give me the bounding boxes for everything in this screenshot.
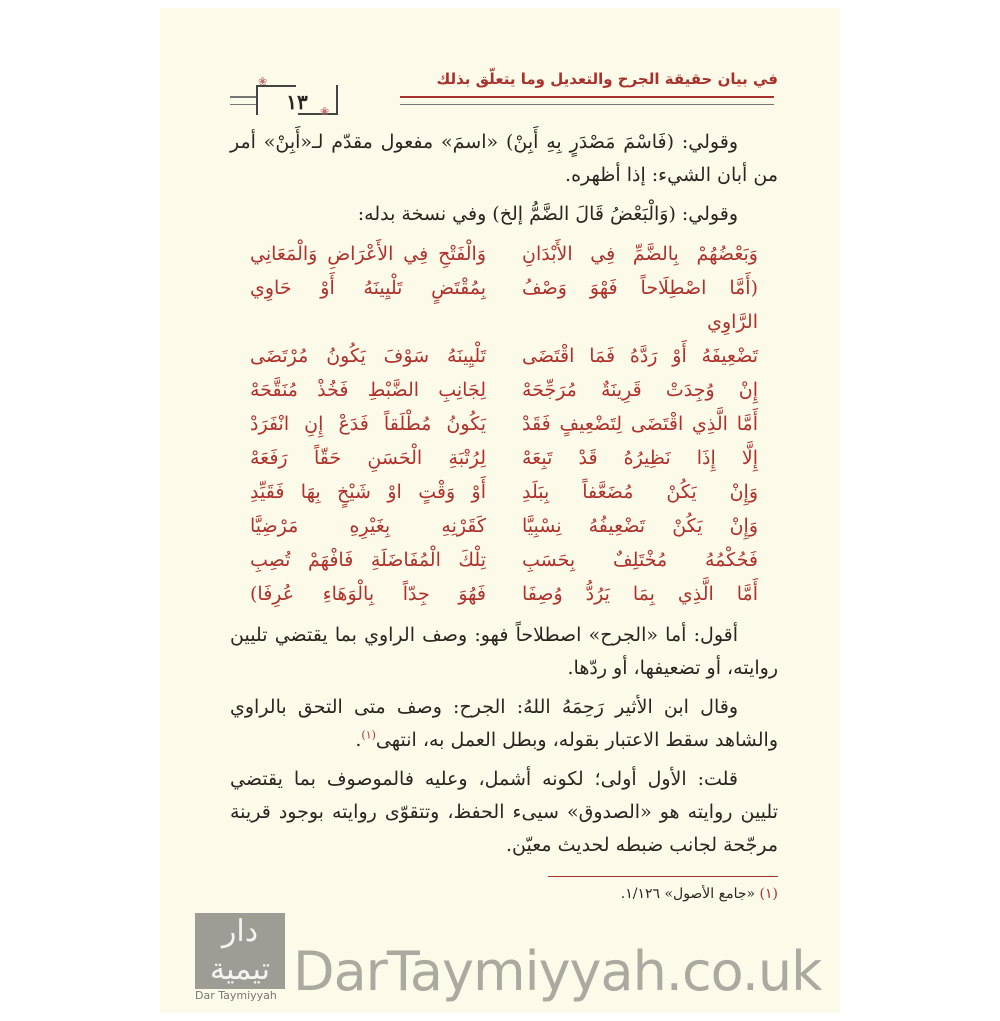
- hemistich-first: إِنْ وُجِدَتْ قَرِينَةٌ مُرَجِّحَهْ: [522, 379, 758, 401]
- footnote-rule: [548, 876, 778, 877]
- verse: [250, 339, 758, 373]
- hemistich-second: لِرُتْبَةِ الْحَسَنِ حَقّاً رَفَعَهْ: [250, 447, 486, 469]
- hemistich-first: وَإِنْ يَكُنْ مُضَعَّفاً بِبَلَدِ: [522, 481, 758, 503]
- logo-block: [195, 913, 285, 1003]
- paragraph: قلت: الأول أولى؛ لكونه أشمل، وعليه فالموصوف بما يقتضي تليين روايته هو «الصدوق» سيىء الحفظ، وتتقوّى روايته بوجود قرينة مرجّحة لجانب ضبطه لحديث معيّن.: [230, 768, 778, 856]
- verse: [250, 407, 758, 441]
- ornament-icon: ❀: [258, 75, 268, 88]
- paragraph-text: وقال ابن الأثير رَحِمَهُ اللهُ: الجرح: وصف متى التحق بالراوي والشاهد سقط الاعتبار بقوله، وبطل العمل به، انتهى: [230, 696, 778, 751]
- hemistich-second: أَوْ وَقْتٍ اوْ شَيْخٍ بِهَا فَقَيِّدِ: [250, 481, 486, 503]
- footnote: [230, 883, 778, 905]
- header-rule-left: [230, 96, 256, 105]
- running-title: في بيان حقيقة الجرح والتعديل وما يتعلّق بذلك: [436, 70, 778, 88]
- paragraph-end: .: [355, 729, 362, 751]
- verse: [250, 509, 758, 543]
- verse: [250, 237, 758, 271]
- ornament-icon: ❀: [320, 105, 330, 118]
- publisher-branding: [195, 913, 822, 1003]
- paragraph: وقولي: (وَالْبَعْضُ قَالَ الضَّمُّ إلخ) وفي نسخة بدله:: [357, 203, 738, 225]
- footnote-ref[interactable]: (١): [361, 728, 376, 742]
- paragraph: [230, 691, 778, 757]
- book-page: [160, 8, 840, 1013]
- hemistich-first: أَمَّا الَّذِي اقْتَضَى لِتَضْعِيفٍ فَقَدْ: [522, 413, 758, 435]
- hemistich-first: وَإِنْ يَكُنْ تَضْعِيفُهُ نِسْبِيَّا: [522, 515, 758, 537]
- hemistich-second: بِمُقْتَضٍ تَلْيِينَهُ أَوْ حَاوِي: [250, 277, 486, 299]
- watermark: DarTaymiyyah.co.uk: [293, 940, 822, 1003]
- hemistich-second: لِجَانِبِ الضَّبْطِ فَخُذْ مُنَقَّحَهْ: [250, 379, 486, 401]
- hemistich-second: فَهُوَ جِدّاً بِالْوَهَاءِ عُرِفَا): [250, 583, 486, 605]
- page-number: ١٣: [256, 85, 338, 115]
- hemistich-first: أَمَّا الَّذِي بِمَا يَرُدُّ وُصِفَا: [522, 583, 758, 605]
- verse: [250, 543, 758, 577]
- hemistich-second: كَقَرْنِهِ بِغَيْرِهِ مَرْضِيَّا: [250, 515, 486, 537]
- verse: [250, 373, 758, 407]
- hemistich-second: وَالْفَتْحِ فِي الأَعْرَاضِ وَالْمَعَانِي: [250, 243, 486, 265]
- verse: [250, 577, 758, 611]
- hemistich-first: إِلَّا إِذَا نَظِيرُهُ قَدْ تَبِعَهْ: [522, 447, 758, 469]
- hemistich-second: تِلْكَ الْمُفَاضَلَةِ فَافْهَمْ تُصِبِ: [250, 549, 486, 571]
- hemistich-second: يَكُونُ مُطْلَقاً فَدَعْ إِنِ انْفَرَدْ: [250, 413, 486, 435]
- hemistich-second: تَلْيِينَهُ سَوْفَ يَكُونُ مُرْتَضَى: [250, 345, 486, 367]
- hemistich-first: تَضْعِيفَهُ أَوْ رَدَّهُ فَمَا اقْتَضَى: [522, 345, 758, 367]
- verse: [250, 271, 758, 339]
- logo-caption: Dar Taymiyyah: [195, 989, 277, 1002]
- header-rule: [400, 96, 774, 105]
- hemistich-first: (أَمَّا اصْطِلَاحاً فَهْوَ وَصْفُ الرَّاوِي: [522, 277, 758, 333]
- verse: [250, 441, 758, 475]
- paragraph: وقولي: (فَاسْمَ مَصْدَرٍ بِهِ أَبِنْ) «اسمَ» مفعول مقدّم لـ«أَبِنْ» أمر من أبان الشيء: إذا أظهره.: [230, 131, 778, 186]
- poem: [250, 237, 758, 611]
- hemistich-first: فَحُكْمُهُ مُخْتَلِفٌ بِحَسَبِ: [522, 549, 758, 571]
- verse: [250, 475, 758, 509]
- footnote-text: «جامع الأصول» ١/١٢٦.: [620, 886, 756, 902]
- footnote-number: (١): [759, 886, 778, 902]
- publisher-logo: دار تيمية: [195, 913, 285, 989]
- hemistich-first: وَبَعْضُهُمْ بِالضَّمِّ فِي الأَبْدَانِ: [522, 243, 758, 265]
- paragraph: أقول: أما «الجرح» اصطلاحاً فهو: وصف الراوي بما يقتضي تليين روايته، أو تضعيفها، أو ردّها.: [230, 624, 778, 679]
